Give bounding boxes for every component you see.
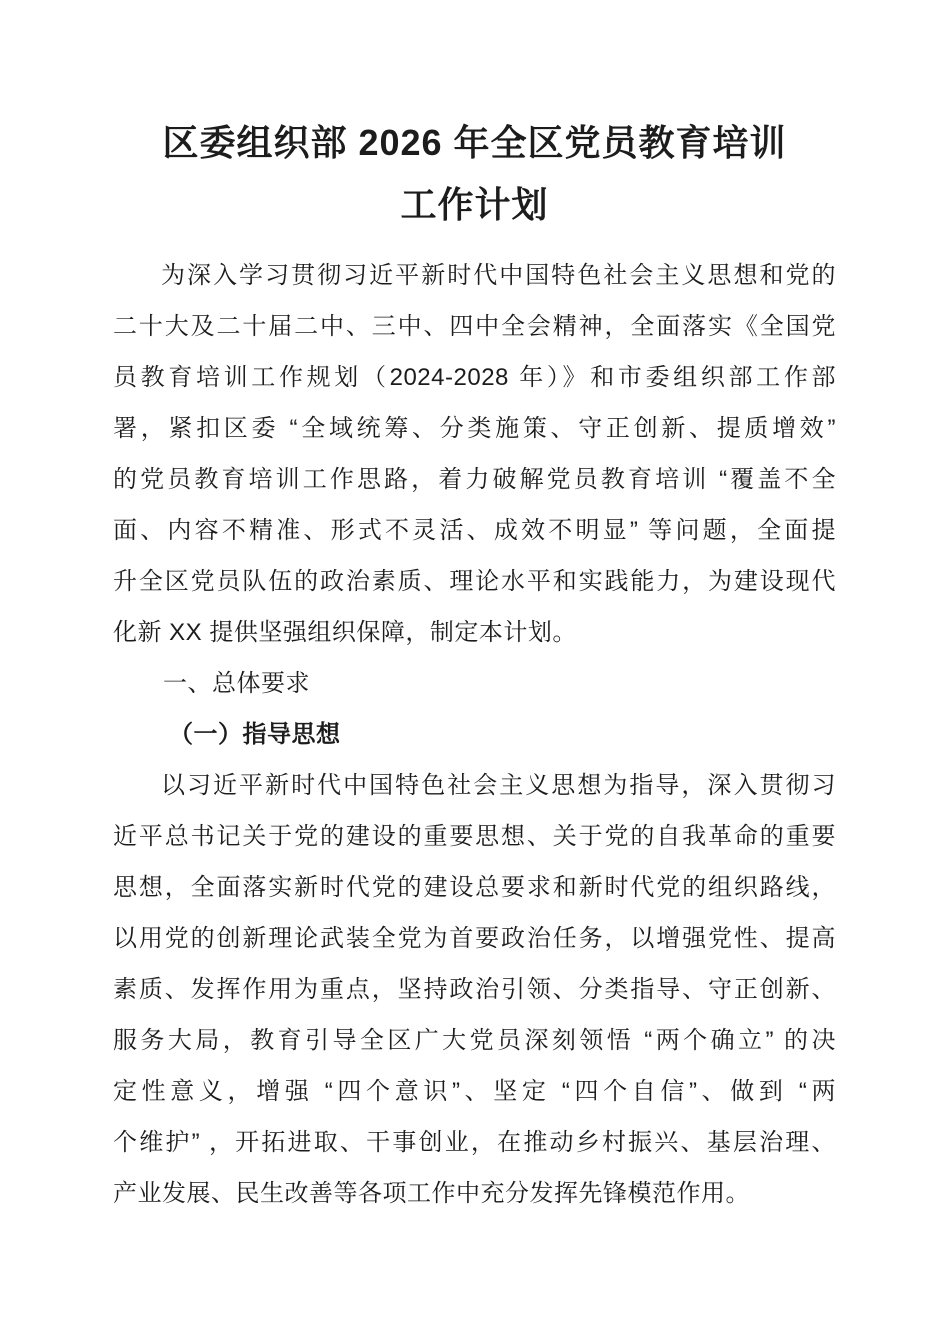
guiding-line: 定性意义，增强 “四个意识”、坚定 “四个自信”、做到 “两 xyxy=(113,1078,836,1105)
guiding-thought-paragraph xyxy=(113,760,836,1219)
guiding-line: 个维护” ，开拓进取、干事创业，在推动乡村振兴、基层治理、 xyxy=(113,1129,836,1156)
intro-line: 面、内容不精准、形式不灵活、成效不明显” 等问题，全面提 xyxy=(113,517,836,544)
guiding-line: 素质、发挥作用为重点，坚持政治引领、分类指导、守正创新、 xyxy=(113,976,836,1003)
guiding-line: 思想，全面落实新时代党的建设总要求和新时代党的组织路线， xyxy=(113,874,836,901)
intro-line: 升全区党员队伍的政治素质、理论水平和实践能力，为建设现代 xyxy=(113,568,836,595)
intro-line: 化新 XX 提供坚强组织保障，制定本计划。 xyxy=(113,619,577,646)
guiding-line: 服务大局，教育引导全区广大党员深刻领悟 “两个确立” 的决 xyxy=(113,1027,836,1054)
document-title-line-1: 区委组织部 2026 年全区党员教育培训 xyxy=(162,122,787,163)
guiding-line: 以习近平新时代中国特色社会主义思想为指导，深入贯彻习 xyxy=(161,772,836,799)
guiding-line: 产业发展、民生改善等各项工作中充分发挥先锋模范作用。 xyxy=(113,1180,750,1207)
guiding-line: 近平总书记关于党的建设的重要思想、关于党的自我革命的重要 xyxy=(113,823,836,850)
document-title xyxy=(113,112,836,236)
guiding-line: 以用党的创新理论武装全党为首要政治任务，以增强党性、提高 xyxy=(113,925,836,952)
subsection-heading-guiding-thought: （一）指导思想 xyxy=(169,721,341,748)
section-heading-overall-requirements: 一、总体要求 xyxy=(163,670,310,697)
intro-line: 署，紧扣区委 “全域统筹、分类施策、守正创新、提质增效” xyxy=(113,415,836,442)
document-title-line-2: 工作计划 xyxy=(400,184,549,225)
intro-line: 二十大及二十届二中、三中、四中全会精神，全面落实《全国党 xyxy=(113,313,836,340)
intro-line: 的党员教育培训工作思路，着力破解党员教育培训 “覆盖不全 xyxy=(113,466,836,493)
intro-line: 为深入学习贯彻习近平新时代中国特色社会主义思想和党的 xyxy=(161,262,836,289)
intro-paragraph xyxy=(113,250,836,658)
intro-line: 员教育培训工作规划（2024-2028 年）》和市委组织部工作部 xyxy=(113,364,836,391)
